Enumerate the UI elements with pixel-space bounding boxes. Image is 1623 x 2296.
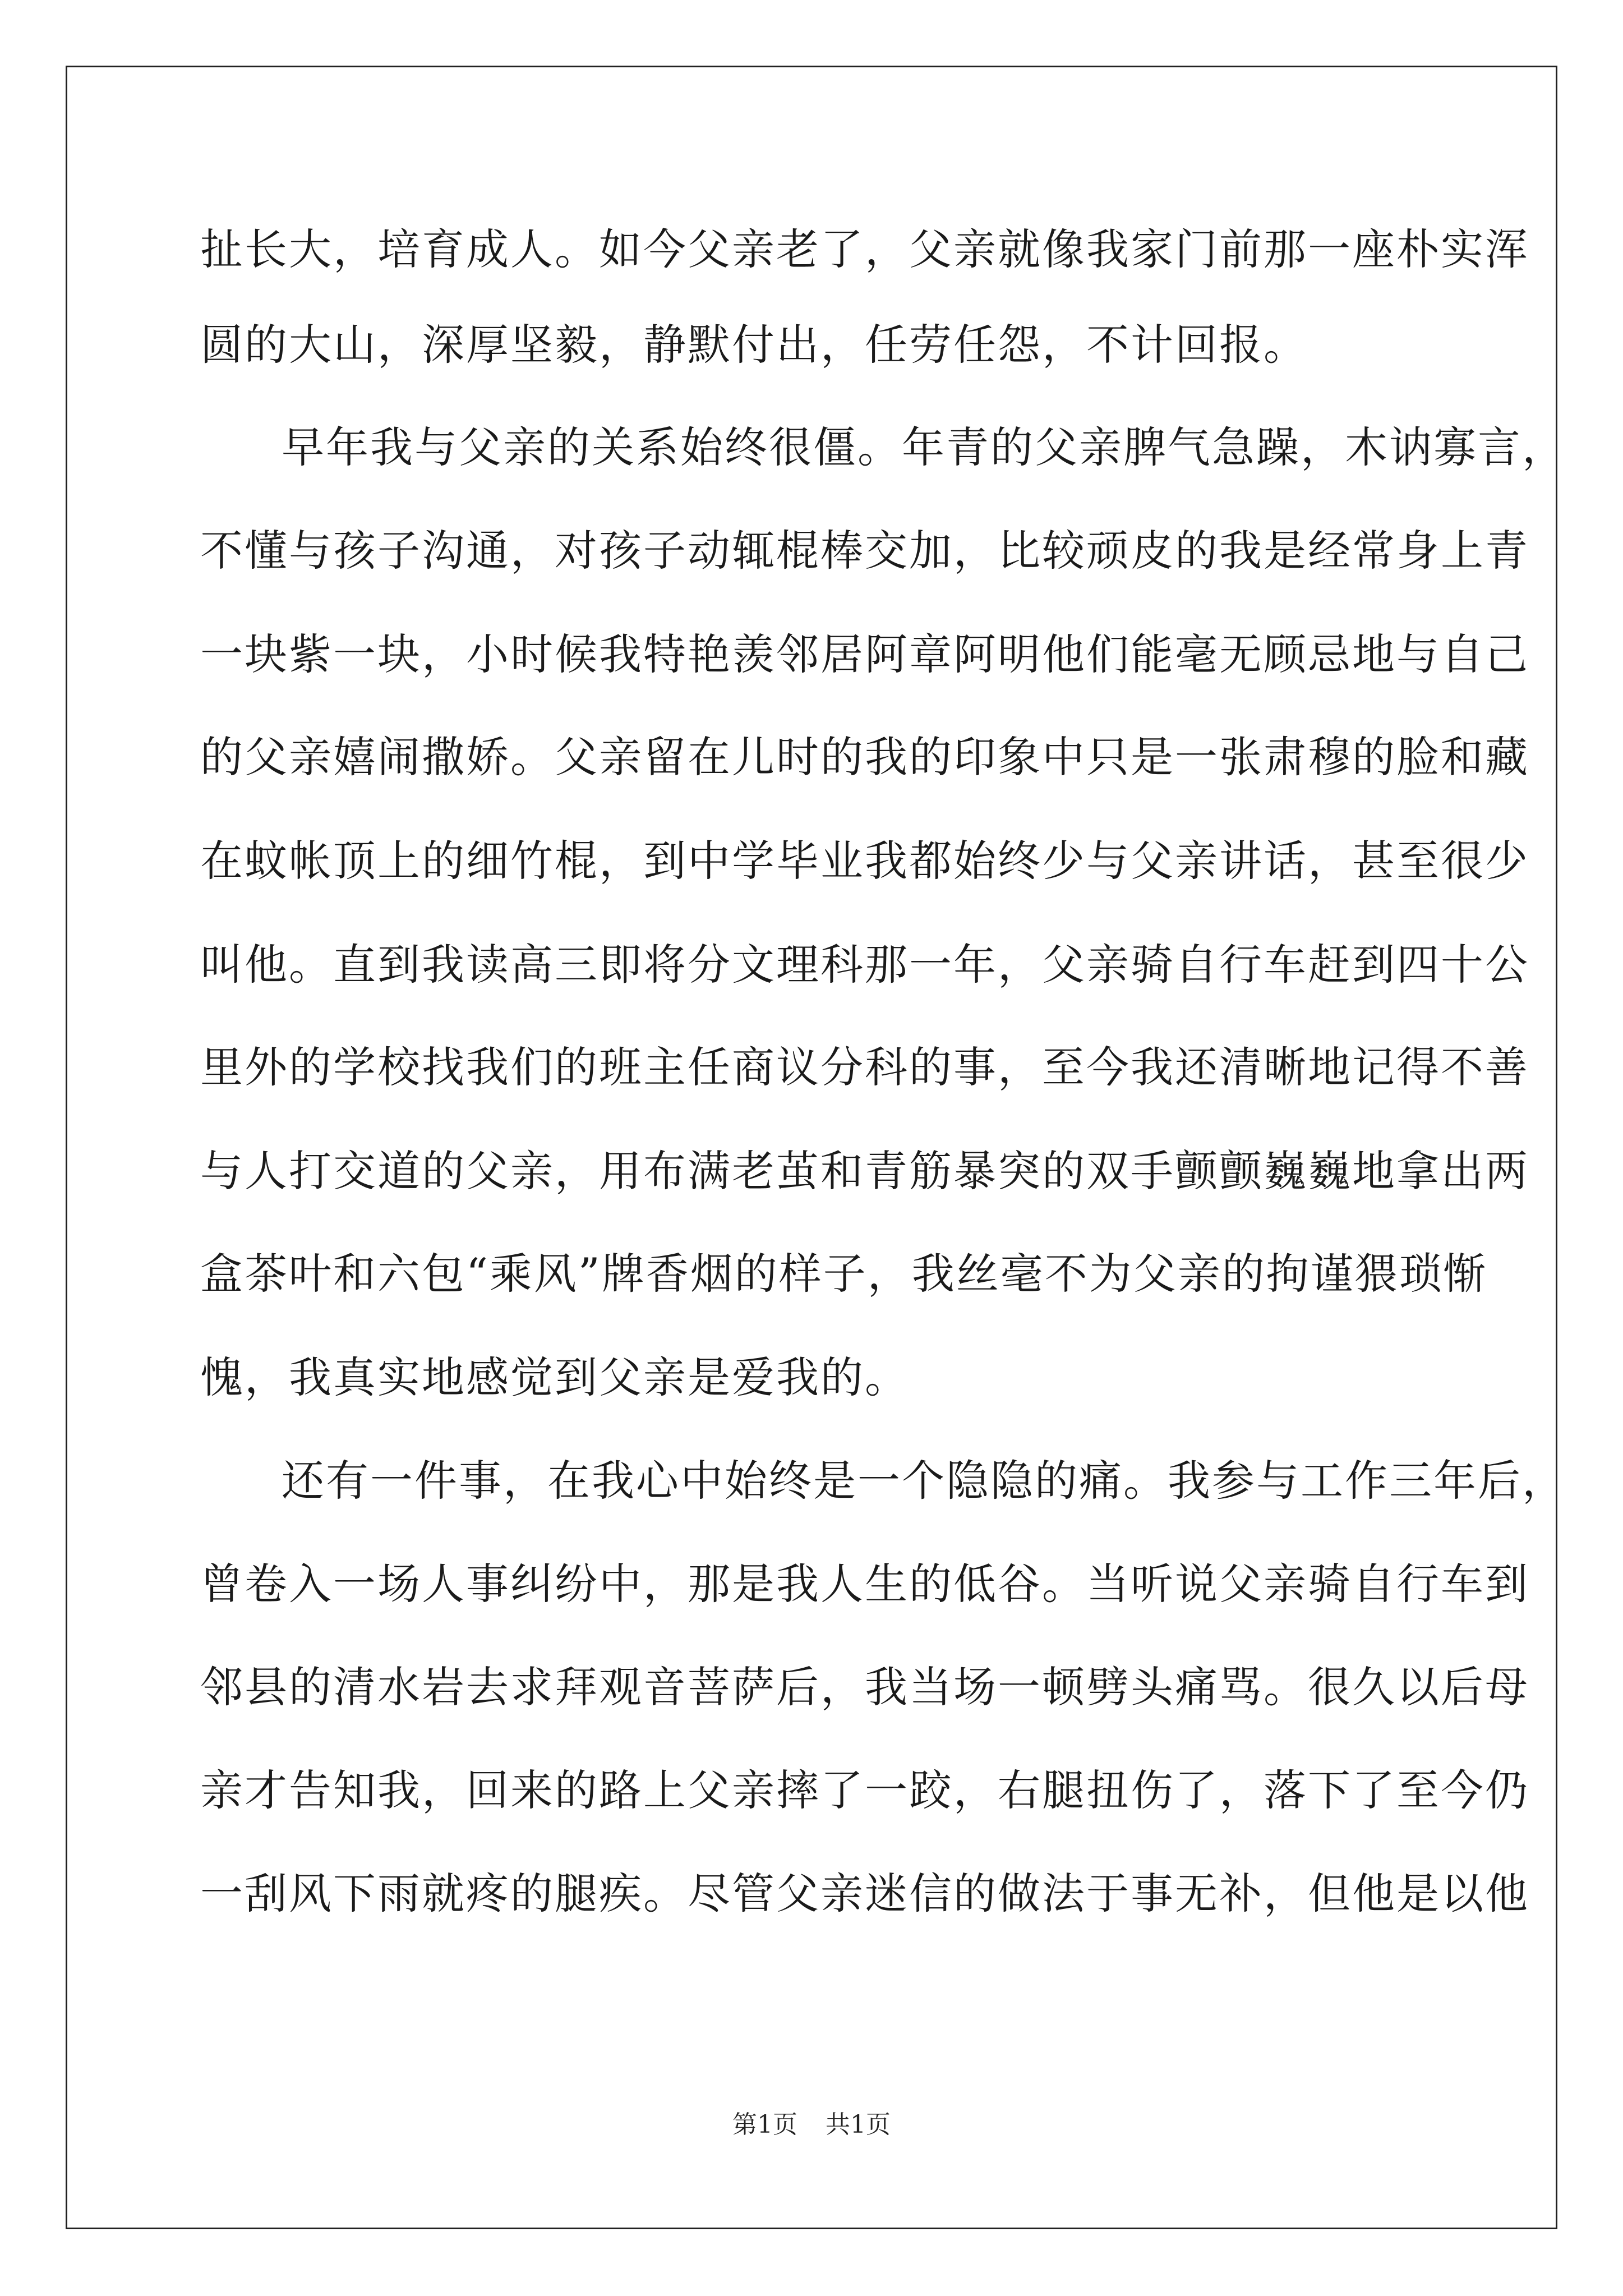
text-line: 叫他。直到我读高三即将分文理科那一年，父亲骑自行车赶到四十公	[200, 940, 1529, 990]
text-line: 在蚊帐顶上的细竹棍，到中学毕业我都始终少与父亲讲话，甚至很少	[200, 836, 1529, 886]
text-line: 亲才告知我，回来的路上父亲摔了一跤，右腿扭伤了，落下了至今仍	[200, 1765, 1529, 1815]
text-line: 曾卷入一场人事纠纷中，那是我人生的低谷。当听说父亲骑自行车到	[200, 1559, 1529, 1609]
paragraph-start-line: 早年我与父亲的关系始终很僵。年青的父亲脾气急躁，木讷寡言，	[282, 422, 1566, 472]
text-line: 里外的学校找我们的班主任商议分科的事，至今我还清晰地记得不善	[200, 1042, 1529, 1092]
text-line: 盒茶叶和六包“乘风”牌香烟的样子，我丝毫不为父亲的拘谨猥琐惭	[200, 1249, 1488, 1299]
text-line: 一块紫一块，小时候我特艳羡邻居阿章阿明他们能毫无顾忌地与自己	[200, 629, 1529, 679]
paragraph-start-line: 还有一件事，在我心中始终是一个隐隐的痛。我参与工作三年后，	[282, 1456, 1566, 1506]
text-line: 邻县的清水岩去求拜观音菩萨后，我当场一顿劈头痛骂。很久以后母	[200, 1662, 1529, 1712]
text-line: 的父亲嬉闹撒娇。父亲留在儿时的我的印象中只是一张肃穆的脸和藏	[200, 732, 1529, 782]
page-number-current: 第1页	[732, 2110, 797, 2139]
text-line: 与人打交道的父亲，用布满老茧和青筋暴突的双手颤颤巍巍地拿出两	[200, 1146, 1529, 1196]
text-line: 不懂与孩子沟通，对孩子动辄棍棒交加，比较顽皮的我是经常身上青	[200, 526, 1529, 576]
text-line: 扯长大，培育成人。如今父亲老了，父亲就像我家门前那一座朴实浑	[200, 224, 1529, 274]
text-line: 愧，我真实地感觉到父亲是爱我的。	[200, 1352, 909, 1402]
text-line: 圆的大山，深厚坚毅，静默付出，任劳任怨，不计回报。	[200, 320, 1308, 370]
page-footer	[0, 2108, 1623, 2142]
text-line: 一刮风下雨就疼的腿疾。尽管父亲迷信的做法于事无补，但他是以他	[200, 1869, 1529, 1918]
page-number-total: 共1页	[826, 2110, 891, 2139]
